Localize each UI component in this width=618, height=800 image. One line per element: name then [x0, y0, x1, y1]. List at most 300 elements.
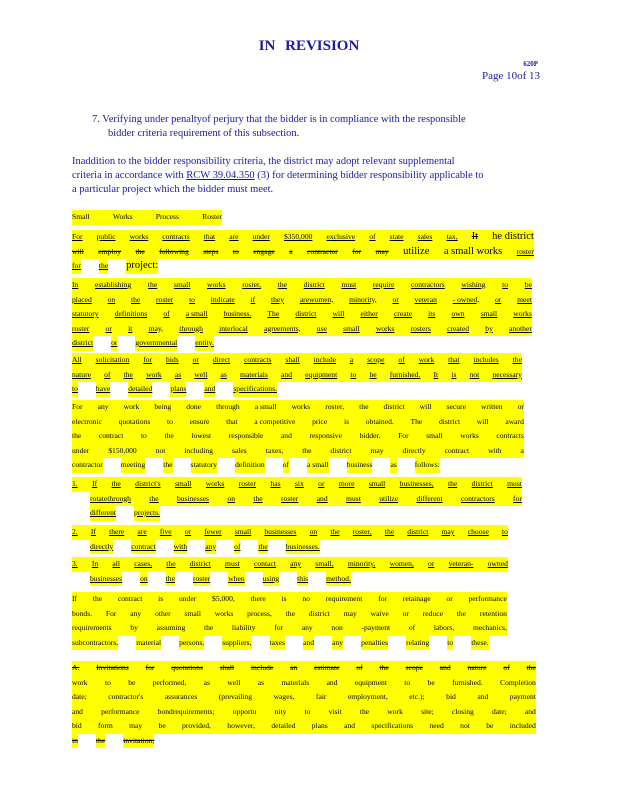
word: waive [370, 608, 389, 618]
word: small [234, 527, 252, 536]
word: works [513, 309, 532, 318]
word: sales [417, 232, 433, 241]
word: tax, [446, 232, 458, 241]
word: the [135, 246, 145, 256]
word: contract [131, 540, 155, 555]
word: work [418, 355, 435, 364]
word: contract [98, 431, 124, 440]
text-span: criteria in accordance with [72, 170, 184, 181]
para-line [72, 676, 536, 691]
list-item-3 [72, 557, 508, 586]
word: however, [227, 721, 256, 730]
word: more [338, 479, 355, 488]
word: and [316, 493, 328, 503]
word: utilize [403, 245, 430, 257]
word: or [428, 559, 435, 568]
word: the [258, 540, 267, 555]
word: be [128, 677, 136, 687]
word: for [378, 594, 388, 603]
para-line [72, 368, 522, 383]
para-line [72, 477, 522, 492]
word: create [393, 309, 413, 318]
para-2 [72, 278, 532, 351]
word: small [368, 479, 386, 488]
para-line [90, 506, 522, 521]
word: non [331, 623, 343, 632]
word: done [186, 402, 202, 411]
word: arewomen, [299, 294, 334, 304]
word: veteran- [448, 559, 474, 568]
word: for [352, 246, 362, 256]
word: and [280, 431, 292, 440]
word: to [350, 369, 357, 379]
word: on [309, 527, 318, 536]
word: requirements [72, 623, 112, 632]
word: or [446, 594, 453, 603]
word: in [72, 734, 78, 749]
para-line [72, 322, 532, 337]
word: bondrequirements; [157, 706, 215, 716]
word: roster, [242, 280, 262, 289]
word: estimate [314, 663, 340, 672]
word: The [410, 416, 423, 426]
word: is [281, 594, 287, 603]
word: works [129, 232, 149, 241]
word: different [416, 493, 443, 503]
word: of [369, 232, 376, 241]
word: or [517, 402, 524, 411]
word: being [154, 402, 172, 411]
word: subcontractors, [72, 636, 118, 651]
word: specifications [371, 721, 414, 730]
page-number: Page 10of 13 [481, 70, 540, 82]
roster-heading-block [72, 210, 222, 225]
word: are [137, 527, 147, 536]
word: lowest [191, 431, 212, 440]
para-1 [72, 230, 534, 274]
word: retention [479, 608, 507, 618]
word: bid [72, 721, 82, 730]
word: to [72, 382, 78, 397]
word: have [96, 382, 110, 397]
revision-heading: IN REVISION [258, 38, 360, 54]
word: be [427, 677, 435, 687]
word: roster [516, 246, 534, 256]
word: any [301, 623, 313, 632]
word: furnished. [452, 677, 483, 687]
word: may [441, 527, 455, 536]
text-span: (3) for determining bidder responsibility applicable to [254, 170, 484, 181]
word: includes [473, 355, 499, 364]
word: other [155, 608, 171, 618]
word: and [477, 692, 489, 701]
word: directly [90, 540, 113, 555]
word: plans [170, 382, 186, 397]
word: businesses, [399, 479, 434, 488]
word: contractor's [108, 692, 144, 701]
word: as [174, 369, 182, 379]
word: materials [240, 369, 268, 379]
word: may [343, 608, 357, 618]
word: a small [185, 309, 208, 318]
para-line [72, 719, 536, 734]
word: use [316, 323, 327, 333]
word: district [330, 445, 352, 455]
word: labors, [433, 623, 455, 632]
para-line [72, 278, 532, 293]
word: of [283, 458, 289, 473]
word: $150,000 [108, 445, 137, 455]
word: taxes, [265, 445, 284, 455]
para-line [90, 492, 522, 507]
word: to [140, 431, 147, 440]
word: necessary [492, 369, 522, 379]
word: include [250, 663, 274, 672]
word: the [302, 445, 312, 455]
para-line [72, 458, 524, 473]
word: mechanics, [472, 623, 507, 632]
word: Roster [202, 212, 222, 221]
word: different [90, 506, 116, 521]
word: well [194, 369, 208, 379]
para-line [72, 400, 524, 415]
paragraph-line: Inaddition to the bidder responsibility criteria, the district may adopt relevant supplemental [72, 156, 455, 167]
word: shall [219, 663, 235, 672]
word: an [290, 663, 298, 672]
word: any [290, 559, 302, 568]
word: roster [193, 572, 210, 587]
word: scope [367, 355, 385, 364]
word: date; [491, 706, 507, 716]
word: date; [72, 692, 87, 701]
word: will [72, 246, 84, 256]
word: 3. [72, 559, 78, 568]
word: (prevailing [218, 692, 253, 701]
word: statutory [72, 309, 99, 318]
word: minority, [347, 559, 376, 568]
word: responsible [228, 431, 264, 440]
word: and [303, 636, 314, 651]
word: the [359, 402, 369, 411]
word: 2. [72, 527, 78, 536]
word: quotations [118, 416, 151, 426]
word: nature [72, 369, 91, 379]
word: that [226, 416, 238, 426]
word: of [356, 663, 363, 672]
item-7 [92, 113, 532, 141]
word: including [184, 445, 214, 455]
para-line [72, 705, 536, 720]
para-line [72, 259, 534, 274]
para-5 [72, 592, 507, 650]
para-line [72, 307, 532, 322]
word: wages, [273, 692, 295, 701]
word: plans [311, 721, 328, 730]
word: roster [281, 493, 299, 503]
word: or [494, 294, 502, 304]
word: method. [326, 572, 351, 587]
word: agreements, [264, 323, 301, 333]
word: public [96, 232, 116, 241]
word: contact [254, 559, 276, 568]
word: or [105, 323, 112, 333]
word: under [72, 445, 90, 455]
word: or [111, 336, 117, 351]
word: small [480, 309, 498, 318]
word: district [295, 309, 317, 318]
para-line [72, 525, 508, 540]
word: the [203, 623, 214, 632]
word: must [341, 280, 357, 289]
word: detailed [271, 721, 296, 730]
word: not [469, 369, 480, 379]
word: responsive [309, 431, 342, 440]
word: governmental [135, 336, 177, 351]
word: has [270, 479, 281, 488]
word: state [389, 232, 404, 241]
word: the [149, 493, 159, 503]
word: electronic [72, 416, 102, 426]
word: works [214, 608, 234, 618]
supplemental-criteria-paragraph [72, 155, 552, 197]
word: these. [471, 636, 489, 651]
word: quotations [171, 663, 203, 672]
word: a competitive [254, 416, 296, 426]
para-3 [72, 353, 522, 397]
word: assuming [156, 623, 186, 632]
word: small [426, 431, 443, 440]
word: not [460, 721, 470, 730]
word: site; [421, 706, 434, 716]
rcw-link[interactable]: RCW 39.04.350 [186, 170, 255, 181]
word: of [234, 540, 240, 555]
word: bonds. [72, 608, 93, 618]
word: the [448, 479, 458, 488]
word: businesses [176, 493, 210, 503]
word: the [456, 608, 467, 618]
word: performance [101, 706, 140, 716]
word: works [206, 280, 226, 289]
word: It [433, 369, 439, 379]
word: minority, [349, 294, 377, 304]
word: roster, [352, 527, 372, 536]
word: be [486, 721, 494, 730]
word: the [359, 706, 370, 716]
word: engage [253, 246, 275, 256]
word: suppliers, [222, 636, 251, 651]
word: contractor [72, 458, 103, 473]
word: persons, [179, 636, 204, 651]
word: a [520, 445, 524, 455]
word: bidder. [359, 431, 381, 440]
word: taxes [270, 636, 286, 651]
word: businesses. [286, 540, 320, 555]
word: must [225, 559, 240, 568]
word: statutory [191, 458, 218, 473]
para-line [72, 245, 534, 260]
word: exclusive [326, 232, 356, 241]
word: is [158, 594, 164, 603]
policy-code: 620P [523, 60, 538, 68]
word: of [398, 355, 405, 364]
word: may [375, 246, 389, 256]
word: district [72, 336, 93, 351]
para-line [72, 429, 524, 444]
word: or [392, 294, 399, 304]
roster-heading [72, 210, 222, 225]
word: A. [72, 663, 80, 672]
word: may [129, 721, 143, 730]
word: payment [509, 692, 536, 701]
word: etc.); [409, 692, 425, 701]
word: to [189, 294, 195, 304]
word: process, [247, 608, 272, 618]
word: work [146, 369, 162, 379]
word: its [428, 309, 436, 318]
word: under [252, 232, 270, 241]
word: reduce [422, 608, 443, 618]
word: steps [203, 246, 219, 256]
list-item-2 [72, 525, 508, 554]
word: follows: [415, 458, 440, 473]
word: scope [405, 663, 423, 672]
word: visit [328, 706, 342, 716]
word: contractor [307, 246, 338, 256]
word: will [476, 416, 489, 426]
word: following [159, 246, 189, 256]
word: definition [235, 458, 265, 473]
word: If [72, 594, 78, 603]
word: to [404, 677, 411, 687]
word: that [448, 355, 460, 364]
word: is [343, 416, 350, 426]
word: and [204, 382, 215, 397]
word: direct [212, 355, 231, 364]
word: not [155, 445, 166, 455]
word: Works [112, 212, 133, 221]
word: contracts [244, 355, 272, 364]
word: any [205, 540, 216, 555]
word: fewer [204, 527, 222, 536]
word: the [285, 608, 295, 618]
word: detailed [128, 382, 152, 397]
word: For [105, 608, 117, 618]
word: any [130, 608, 142, 618]
word: need [429, 721, 444, 730]
word: of [408, 623, 416, 632]
word: contractors [411, 280, 445, 289]
word: and [439, 663, 451, 672]
word: any [332, 636, 343, 651]
word: include [313, 355, 336, 364]
word: will [419, 402, 432, 411]
word: small [343, 323, 360, 333]
word: material [136, 636, 161, 651]
para-line [72, 336, 532, 351]
word: to [447, 636, 453, 651]
word: a [349, 355, 354, 364]
word: when [228, 572, 244, 587]
word: the [166, 572, 175, 587]
word: for [72, 259, 81, 274]
para-line [90, 540, 508, 555]
word: a small works [443, 245, 503, 257]
word: definitions [114, 309, 148, 318]
word: contracts [162, 232, 190, 241]
word: the [92, 594, 103, 603]
word: with [174, 540, 188, 555]
word: solicitation [95, 355, 130, 364]
word: contracts [496, 431, 524, 440]
word: indicate [210, 294, 235, 304]
word: district [471, 479, 493, 488]
word: by [130, 623, 138, 632]
item-7-line: 7. Verifying under penaltyof perjury that the bidder is in compliance with the responsible [92, 114, 466, 125]
word: works [291, 402, 311, 411]
word: district [189, 559, 211, 568]
word: on [107, 294, 116, 304]
word: must [346, 493, 361, 503]
word: five [159, 527, 172, 536]
word: -payment [361, 623, 391, 632]
word: and [344, 721, 356, 730]
word: specifications. [233, 382, 277, 397]
word: 1. [72, 479, 78, 488]
word: it [128, 323, 133, 333]
word: he district [492, 231, 534, 242]
word: through [179, 323, 203, 333]
word: to [104, 677, 111, 687]
word: bid [446, 692, 456, 701]
word: equipment [354, 677, 387, 687]
para-line [72, 592, 507, 607]
word: to [304, 706, 311, 716]
word: district [308, 608, 330, 618]
word: business [347, 458, 373, 473]
word: nity [274, 706, 287, 716]
word: the [277, 280, 288, 289]
word: the [111, 479, 121, 488]
word: In [91, 559, 99, 568]
word: as [220, 369, 227, 379]
word: will [332, 309, 345, 318]
para-line [72, 621, 507, 636]
word: work [387, 706, 403, 716]
word: works [375, 323, 395, 333]
word: through [216, 402, 240, 411]
word: for [513, 493, 522, 503]
word: the [123, 369, 133, 379]
word: nature [467, 663, 487, 672]
word: either [360, 309, 378, 318]
word: written [481, 402, 503, 411]
word: district's [135, 479, 161, 488]
word: retainage [402, 594, 431, 603]
word: sales [232, 445, 247, 455]
word: All [72, 355, 82, 364]
para-6 [72, 661, 536, 748]
word: provided, [182, 721, 211, 730]
word: there [250, 594, 266, 603]
para-line [72, 607, 507, 622]
word: there [109, 527, 125, 536]
word: is [451, 369, 457, 379]
word: the [147, 280, 158, 289]
para-line [90, 572, 508, 587]
word: using [263, 572, 279, 587]
para-line [72, 557, 508, 572]
word: project: [126, 259, 158, 274]
